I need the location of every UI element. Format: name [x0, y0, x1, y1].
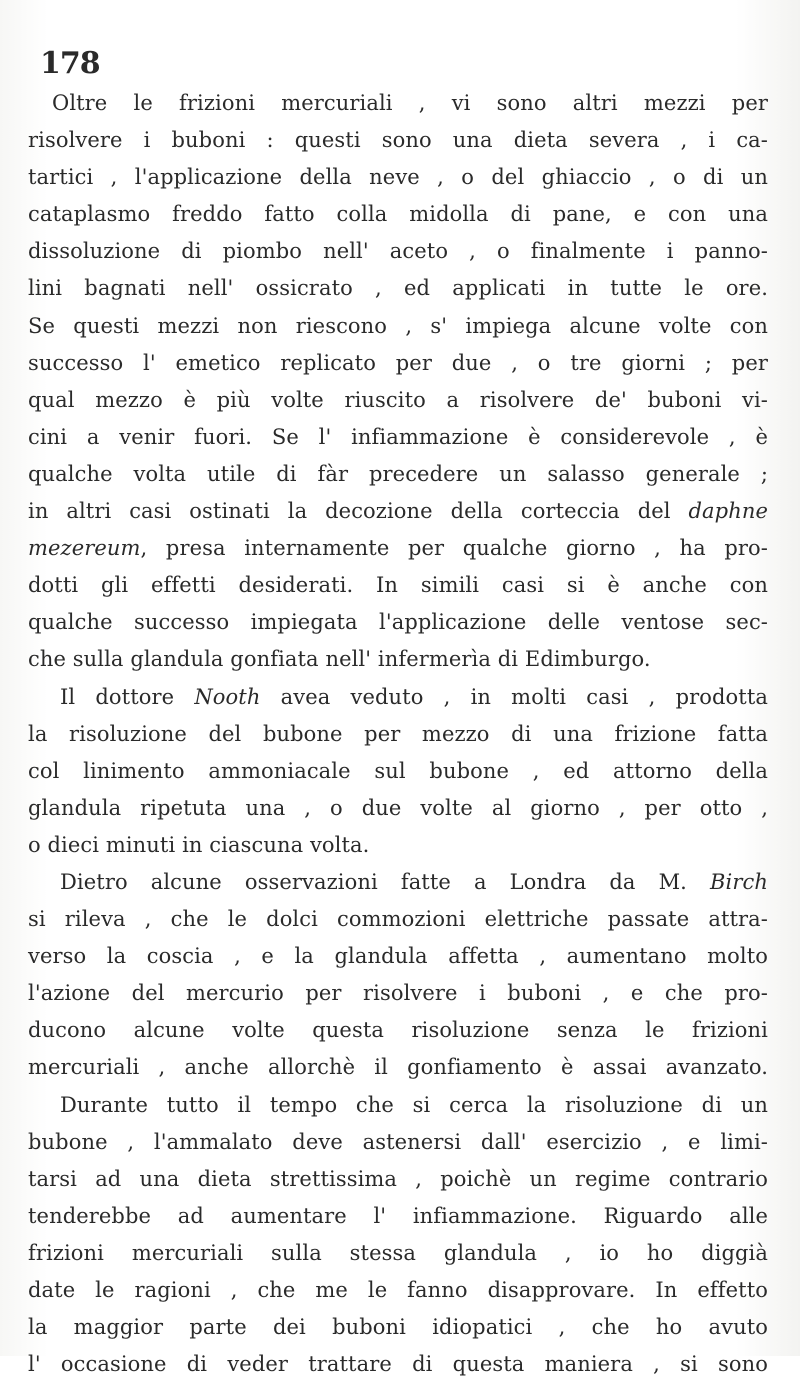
- text-line: glandula ripetuta una , o due volte al giorno , per otto ,: [28, 795, 768, 820]
- text-line: ducono alcune volte questa risoluzione senza le frizioni: [28, 1018, 768, 1043]
- text-line: tenderebbe ad aumentare l' infiammazione. Riguardo alle: [28, 1203, 768, 1228]
- text-line: Oltre le frizioni mercuriali , vi sono altri mezzi per: [52, 91, 768, 115]
- text-line: qualche successo impiegata l'applicazione delle ventose sec-: [28, 610, 768, 635]
- text-line: cataplasmo freddo fatto colla midolla di pane, e con una: [28, 202, 768, 227]
- text-line: frizioni mercuriali sulla stessa glandula , io ho diggià: [28, 1240, 768, 1265]
- text-line: che sulla glandula gonfiata nell' infermerìa di Edimburgo.: [28, 647, 651, 672]
- text-line: bubone , l'ammalato deve astenersi dall' esercizio , e limi-: [28, 1129, 768, 1154]
- text-line: l' occasione di veder trattare di questa maniera , si sono: [28, 1352, 768, 1377]
- text-line: la maggior parte dei buboni idiopatici , che ho avuto: [28, 1315, 768, 1340]
- text-line: tarsi ad una dieta strettissima , poichè un regime contrario: [28, 1166, 768, 1191]
- text-line: qual mezzo è più volte riuscito a risolvere de' buboni vi-: [28, 387, 768, 412]
- text-line: in altri casi ostinati la decozione della corteccia del daphne: [28, 499, 768, 524]
- text-line: o dieci minuti in ciascuna volta.: [28, 832, 370, 857]
- text-line: la risoluzione del bubone per mezzo di una frizione fatta: [28, 721, 768, 746]
- text-line: verso la coscia , e la glandula affetta , aumentano molto: [28, 944, 768, 969]
- text-line: si rileva , che le dolci commozioni elettriche passate attra-: [28, 907, 768, 932]
- text-line: cini a venir fuori. Se l' infiammazione è considerevole , è: [28, 424, 768, 449]
- text-line: Dietro alcune osservazioni fatte a Londra da M. Birch: [60, 869, 768, 894]
- text-line: risolvere i buboni : questi sono una dieta severa , i ca-: [28, 128, 768, 153]
- text-line: qualche volta utile di fàr precedere un salasso generale ;: [28, 461, 768, 486]
- text-line: l'azione del mercurio per risolvere i buboni , e che pro-: [28, 981, 768, 1006]
- text-line: tartici , l'applicazione della neve , o del ghiaccio , o di un: [28, 165, 768, 190]
- text-line: lini bagnati nell' ossicrato , ed applicati in tutte le ore.: [28, 276, 768, 301]
- text-line: Se questi mezzi non riescono , s' impiega alcune volte con: [28, 313, 768, 338]
- text-line: mercuriali , anche allorchè il gonfiamento è assai avanzato.: [28, 1055, 768, 1080]
- page-number: 178: [40, 46, 100, 81]
- text-line: col linimento ammoniacale sul bubone , ed attorno della: [28, 758, 768, 783]
- text-line: mezereum, presa internamente per qualche giorno , ha pro-: [28, 536, 768, 561]
- text-line: dotti gli effetti desiderati. In simili casi si è anche con: [28, 573, 768, 598]
- text-line: successo l' emetico replicato per due , o tre giorni ; per: [28, 350, 768, 375]
- text-line: Il dottore Nooth avea veduto , in molti casi , prodotta: [60, 684, 768, 709]
- text-line: Durante tutto il tempo che si cerca la risoluzione di un: [60, 1092, 768, 1117]
- text-line: date le ragioni , che me le fanno disapprovare. In effetto: [28, 1278, 768, 1302]
- body-text: [28, 85, 768, 1383]
- text-line: dissoluzione di piombo nell' aceto , o finalmente i panno-: [28, 239, 768, 264]
